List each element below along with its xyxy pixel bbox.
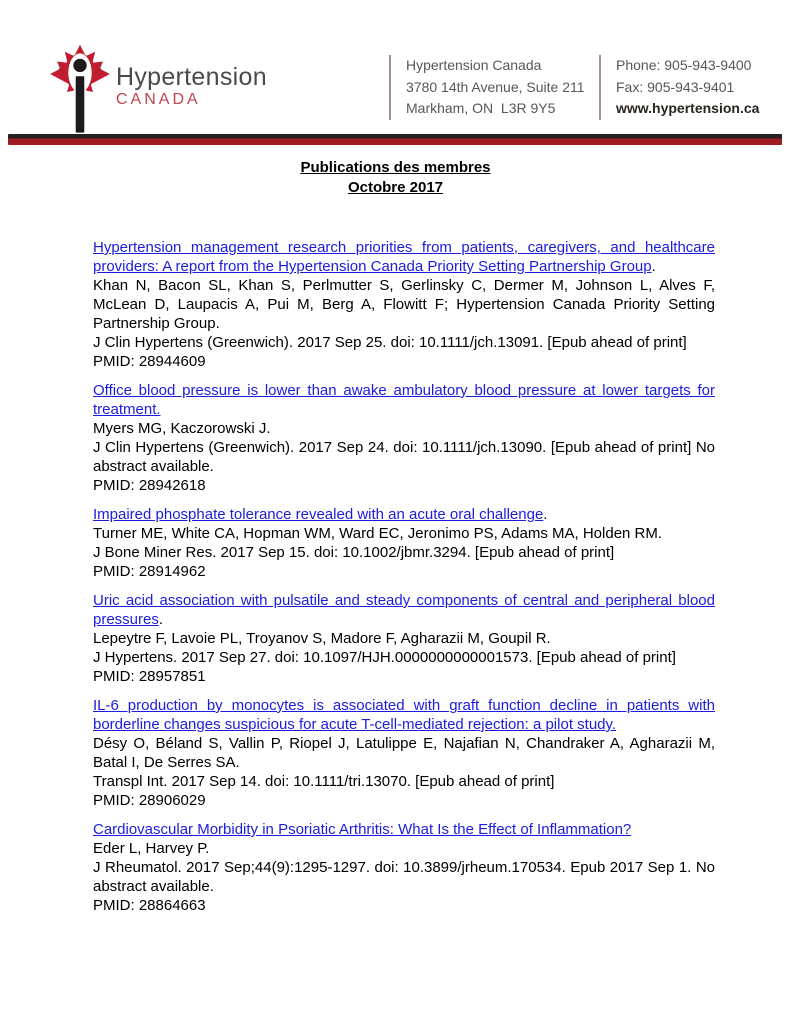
publication-title-suffix: . xyxy=(158,611,164,628)
publication-title xyxy=(93,696,715,734)
publication-entry xyxy=(93,505,715,581)
letterhead-contact xyxy=(599,55,774,120)
phone-line: Phone: 905-943-9400 xyxy=(616,57,752,73)
publication-pmid: PMID: 28864663 xyxy=(93,897,206,914)
publication-entry xyxy=(93,820,715,915)
publication-citation: J Clin Hypertens (Greenwich). 2017 Sep 25. doi: 10.1111/jch.13091. [Epub ahead of print] xyxy=(93,334,687,351)
brand-text xyxy=(116,64,267,109)
brand-country: CANADA xyxy=(116,91,201,108)
publication-pmid: PMID: 28957851 xyxy=(93,668,206,685)
brand-name: Hypertension xyxy=(116,63,267,91)
letterhead-divider-band xyxy=(8,134,782,145)
publication-citation: J Hypertens. 2017 Sep 27. doi: 10.1097/HJH.0000000000001573. [Epub ahead of print] xyxy=(93,649,676,666)
address-line-1: Hypertension Canada xyxy=(406,57,542,73)
publication-title xyxy=(93,381,715,419)
letterhead xyxy=(0,0,791,133)
page-subtitle: Octobre 2017 xyxy=(347,179,444,196)
publication-authors: Turner ME, White CA, Hopman WM, Ward EC, Jeronimo PS, Adams MA, Holden RM. xyxy=(93,525,663,542)
publication-title xyxy=(93,238,715,276)
publication-authors: Myers MG, Kaczorowski J. xyxy=(93,420,271,437)
address-line-3: Markham, ON L3R 9Y5 xyxy=(406,100,556,116)
publication-title-link[interactable]: IL-6 production by monocytes is associated with graft function decline in patients with borderline changes suspicious for acute T-cell-mediated rejection: a pilot study. xyxy=(93,697,715,733)
publication-pmid: PMID: 28906029 xyxy=(93,792,206,809)
publication-citation: J Rheumatol. 2017 Sep;44(9):1295-1297. doi: 10.3899/jrheum.170534. Epub 2017 Sep 1. No abstract available. xyxy=(93,859,715,895)
publication-title xyxy=(93,591,715,629)
hypertension-canada-logo-icon xyxy=(40,44,120,136)
publication-entry xyxy=(93,696,715,810)
publication-entry xyxy=(93,381,715,495)
publication-pmid: PMID: 28944609 xyxy=(93,353,206,370)
publication-pmid: PMID: 28914962 xyxy=(93,563,206,580)
page-title: Publications des membres xyxy=(300,159,491,176)
publication-title-link[interactable]: Uric acid association with pulsatile and steady components of central and peripheral blood pressures xyxy=(93,592,715,628)
publication-citation: Transpl Int. 2017 Sep 14. doi: 10.1111/tri.13070. [Epub ahead of print] xyxy=(93,773,555,790)
publication-entry xyxy=(93,591,715,686)
document-title-block xyxy=(0,158,791,198)
publication-title-suffix: . xyxy=(651,258,656,275)
publication-title xyxy=(93,505,715,524)
letterhead-address xyxy=(389,55,589,120)
publication-authors: Désy O, Béland S, Vallin P, Riopel J, Latulippe E, Najafian N, Chandraker A, Agharazii M, Batal I, De Serres SA. xyxy=(93,735,715,771)
publication-title-link[interactable]: Cardiovascular Morbidity in Psoriatic Arthritis: What Is the Effect of Inflammation? xyxy=(93,821,632,838)
publications-list xyxy=(93,238,715,925)
publication-citation: J Bone Miner Res. 2017 Sep 15. doi: 10.1002/jbmr.3294. [Epub ahead of print] xyxy=(93,544,615,561)
publication-authors: Khan N, Bacon SL, Khan S, Perlmutter S, Gerlinsky C, Dermer M, Johnson L, Alves F, McLean D, Laupacis A, Pui M, Berg A, Flowitt F; Hypertension Canada Priority Setting Partnership Group. xyxy=(93,277,715,332)
publication-title-link[interactable]: Office blood pressure is lower than awake ambulatory blood pressure at lower targets for treatment. xyxy=(93,382,715,418)
publication-authors: Eder L, Harvey P. xyxy=(93,840,210,857)
publication-title-suffix: . xyxy=(543,506,548,523)
publication-title-link[interactable]: Impaired phosphate tolerance revealed with an acute oral challenge xyxy=(93,506,544,523)
address-line-2: 3780 14th Avenue, Suite 211 xyxy=(406,78,585,95)
publication-title xyxy=(93,820,715,839)
fax-line: Fax: 905-943-9401 xyxy=(616,78,735,95)
website-text: www.hypertension.ca xyxy=(616,100,760,116)
publication-citation: J Clin Hypertens (Greenwich). 2017 Sep 24. doi: 10.1111/jch.13090. [Epub ahead of print] No abstract available. xyxy=(93,439,715,475)
publication-pmid: PMID: 28942618 xyxy=(93,477,206,494)
publication-title-link[interactable]: Hypertension management research priorities from patients, caregivers, and healthcare providers: A report from the Hypertension Canada Priority Setting Partnership Group xyxy=(93,239,715,275)
publication-entry xyxy=(93,238,715,371)
publication-authors: Lepeytre F, Lavoie PL, Troyanov S, Madore F, Agharazii M, Goupil R. xyxy=(93,630,551,647)
